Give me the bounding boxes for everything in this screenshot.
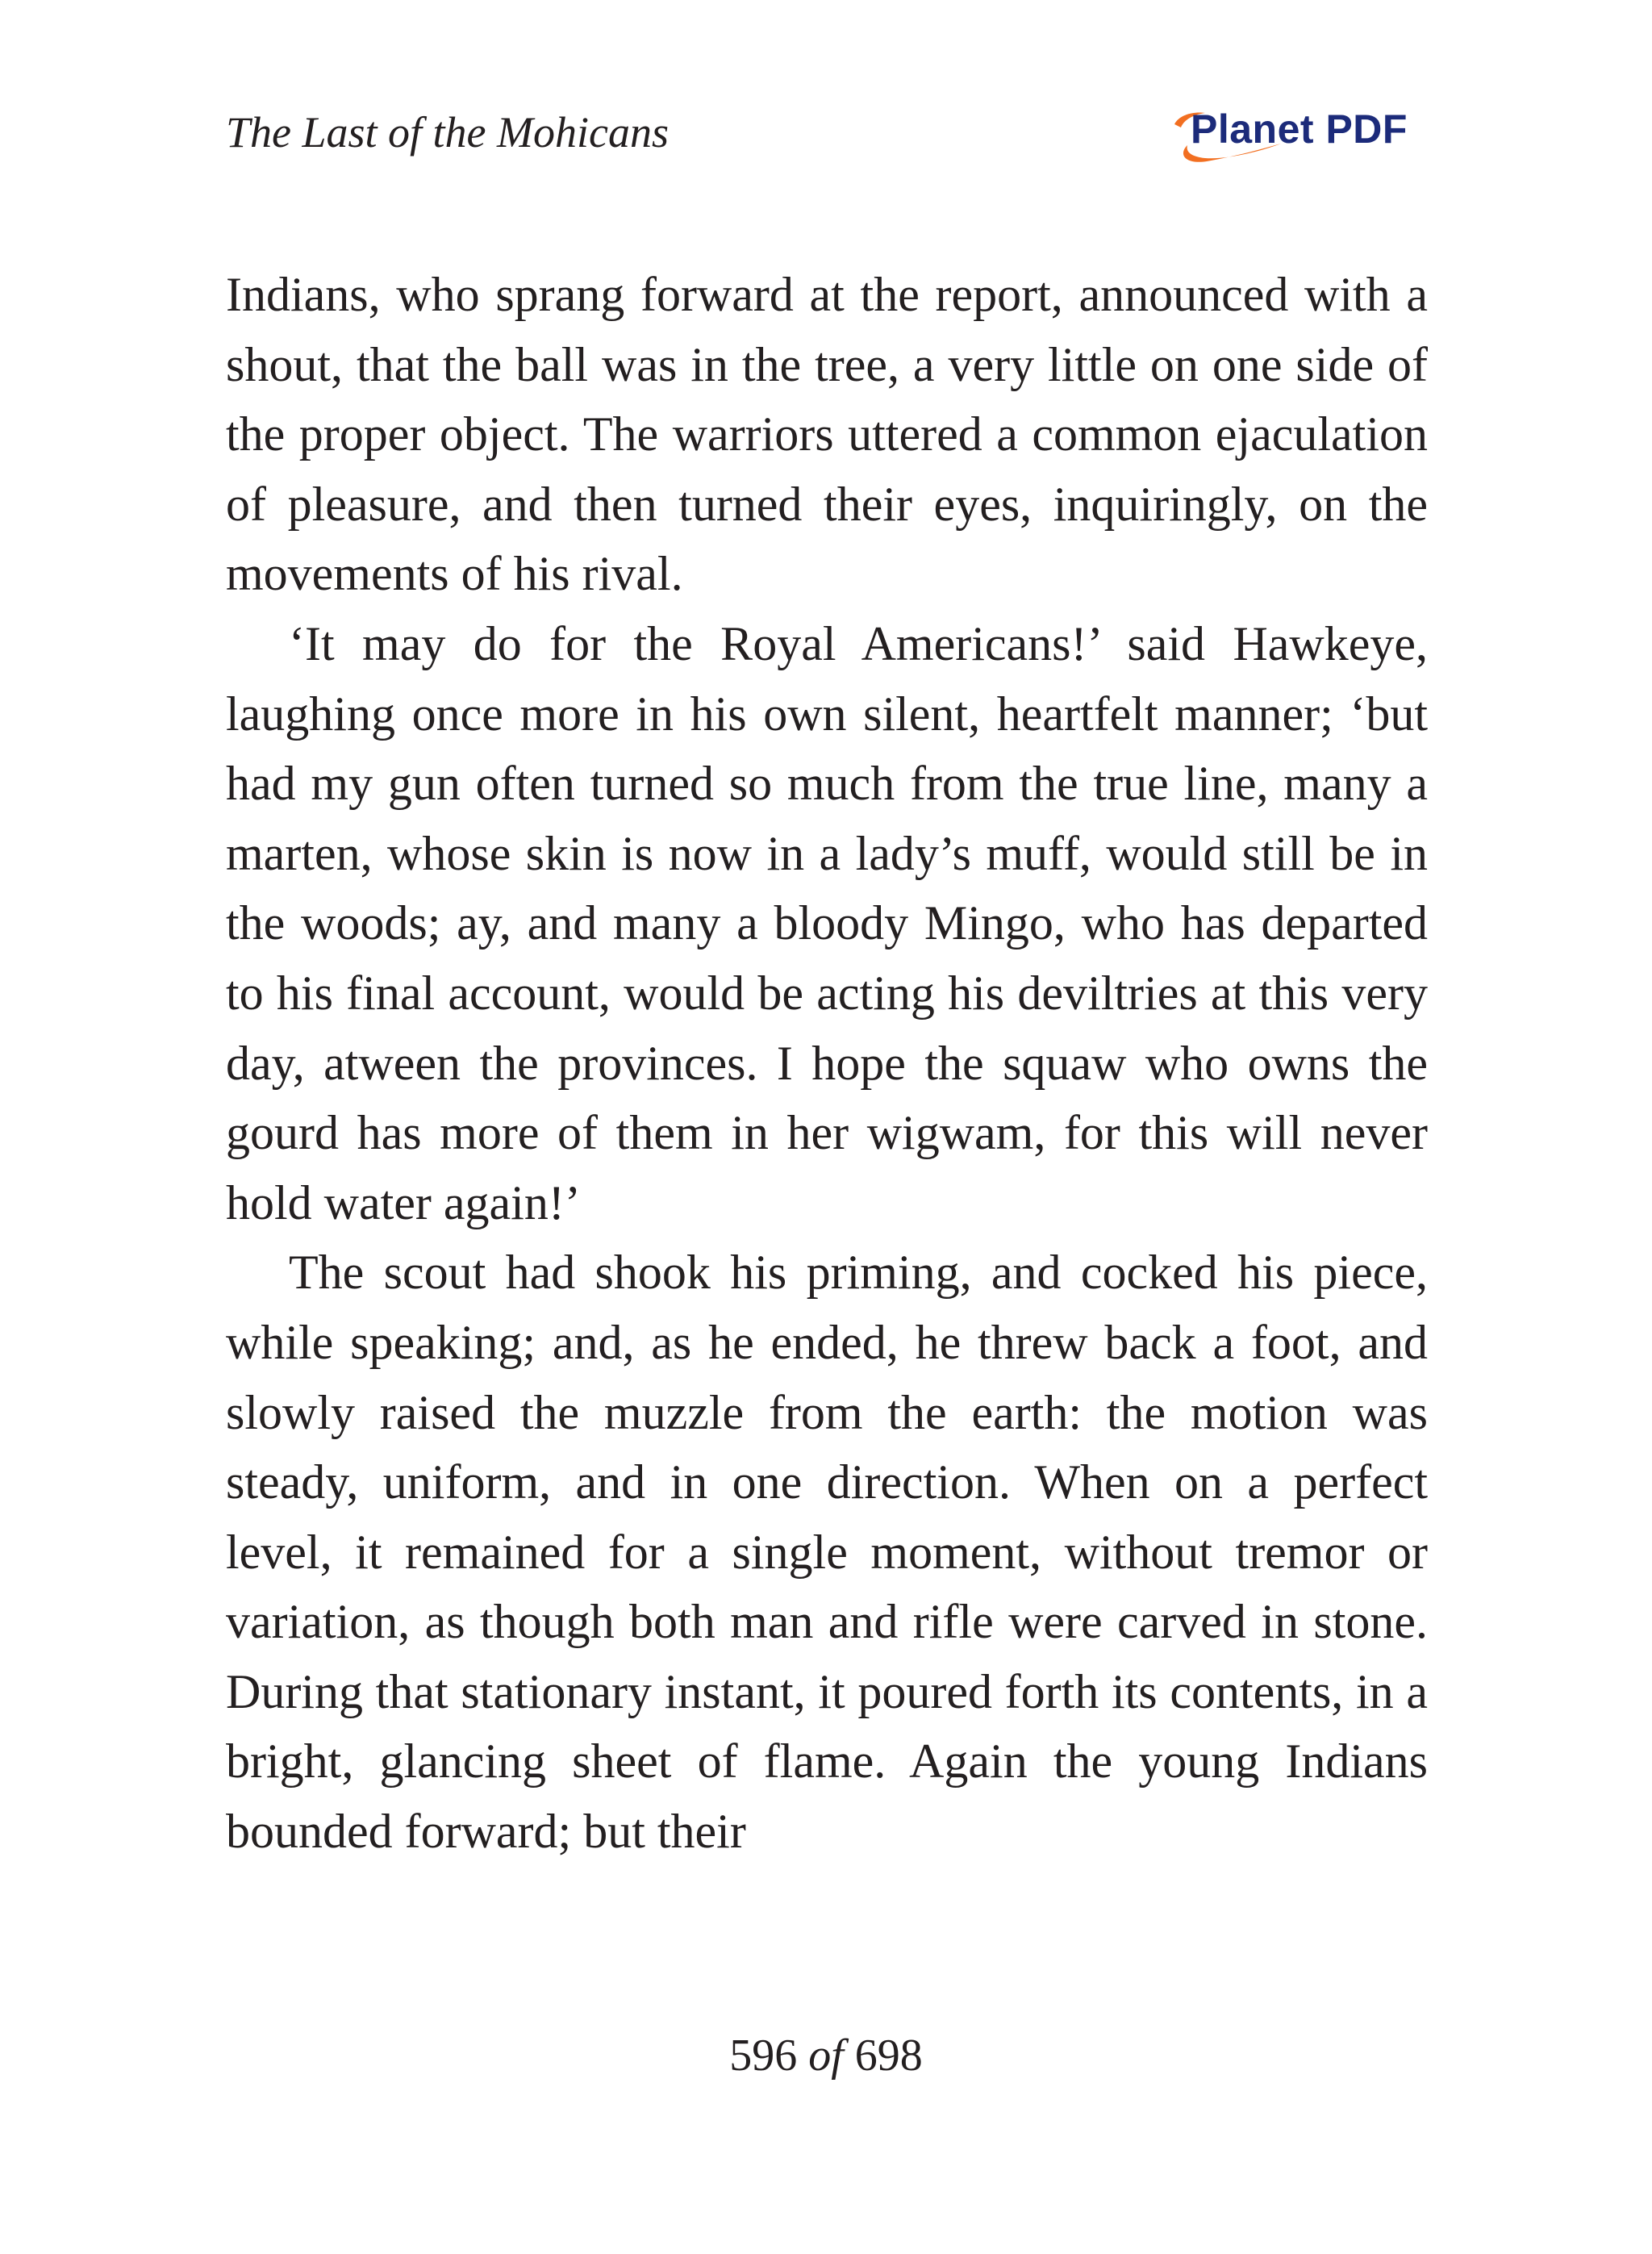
page-body [226,260,1428,1867]
logo-text: Planet PDF [1191,106,1408,152]
planet-pdf-logo[interactable] [1170,103,1428,168]
book-title: The Last of the Mohicans [226,108,669,157]
of-label: of [808,2031,844,2081]
current-page-number: 596 [729,2031,798,2081]
paragraph: The scout had shook his priming, and cocked his piece, while speaking; and, as he ended, he threw back a foot, and slowly raised the muzzle from the earth: the motion was steady, uniform, and in one direction. When on a perfect level, it remained for a single moment, without tremor or variation, as though both man and rifle were carved in stone. During that stationary instant, it poured forth its contents, in a bright, glancing sheet of flame. Again the young Indians bounded forward; but their [226,1246,1428,1859]
paragraph: ‘It may do for the Royal Americans!’ said Hawkeye, laughing once more in his own silent, heartfelt manner; ‘but had my gun often turned so much from the true line, many a marten, whose skin is now in a lady’s muff, would still be in the woods; ay, and many a bloody Mingo, who has departed to his final account, would be acting his deviltries at this very day, atween the provinces. I hope the squaw who owns the gourd has more of them in her wigwam, for this will never hold water again!’ [226,616,1428,1229]
page-number [0,2030,1652,2081]
page-header [226,103,1428,168]
paragraph: Indians, who sprang forward at the report, announced with a shout, that the ball was in the tree, a very little on one side of the proper object. The warriors uttered a common ejaculation of pleasure, and then turned their eyes, inquiringly, on the movements of his rival. [226,268,1428,601]
total-pages-number: 698 [854,2031,923,2081]
